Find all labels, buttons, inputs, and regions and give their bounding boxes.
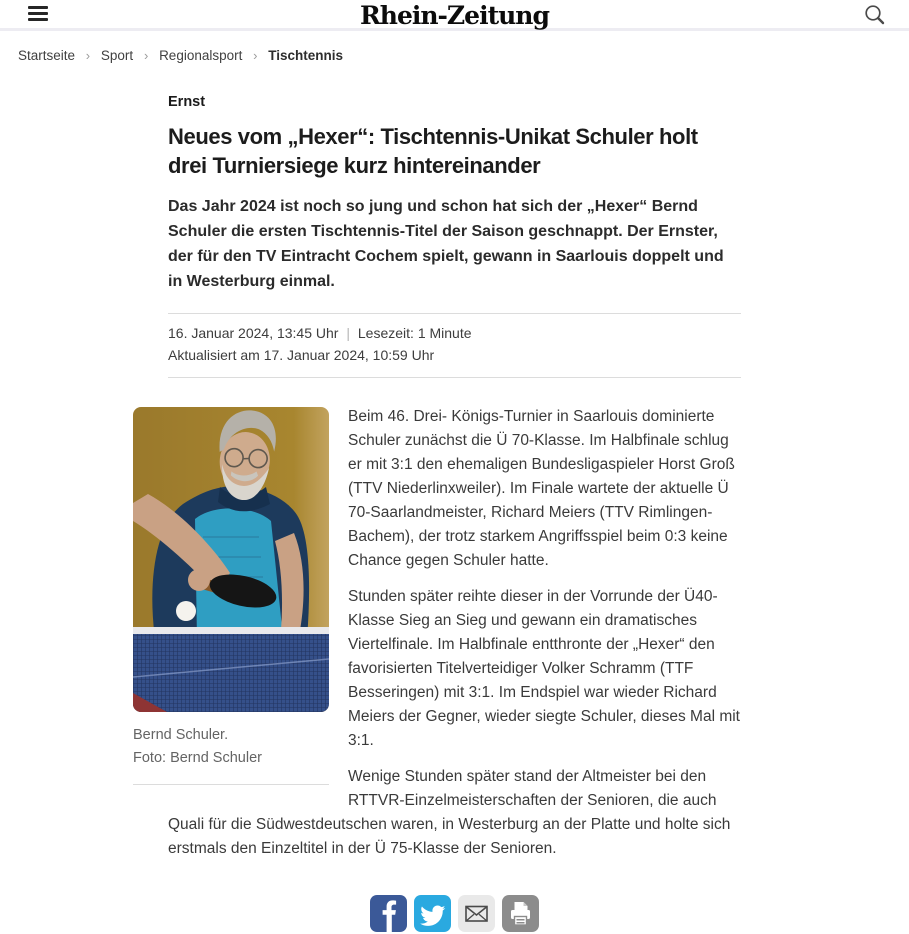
share-print-button[interactable] <box>502 895 539 932</box>
article-content <box>133 94 741 932</box>
share-email-button[interactable] <box>458 895 495 932</box>
article-paragraph: Wenige Stunden später stand der Altmeister bei den RTTVR-Einzelmeisterschaften der Senioren, die auch Quali für die Südwestdeutschen waren, in Westerburg an der Platte und holte sich erstmals den Einzeltitel in der Ü 75-Klasse der Senioren. <box>168 768 731 857</box>
breadcrumb-item-tischtennis[interactable]: Tischtennis <box>268 48 344 63</box>
facebook-icon <box>370 895 407 932</box>
caption-text: Bernd Schuler. <box>133 727 229 743</box>
search-icon <box>862 16 887 31</box>
breadcrumb <box>0 31 909 63</box>
breadcrumb-item-regionalsport[interactable]: Regionalsport <box>159 48 243 63</box>
twitter-icon <box>414 895 451 932</box>
article-paragraph: Stunden später reihte dieser in der Vorrunde der Ü40-Klasse Sieg an Sieg und gewann ein dramatisches Viertelfinale. Im Halbfinale entthronte der „Hexer“ den favorisierten Titelverteidiger Volker Schramm (TTF Besseringen) mit 3:1. Im Endspiel war wieder Richard Meiers der Gegner, wieder siegte Schuler, dieses Mal mit 3:1. <box>348 588 740 749</box>
caption-credit: Foto: Bernd Schuler <box>133 750 262 766</box>
publish-date: 16. Januar 2024, 13:45 Uhr <box>168 325 339 341</box>
article-body <box>133 405 741 932</box>
share-twitter-button[interactable] <box>414 895 451 932</box>
chevron-right-icon: › <box>253 48 258 63</box>
print-icon <box>502 895 539 932</box>
search-button[interactable] <box>862 3 887 31</box>
article-headline: Neues vom „Hexer“: Tischtennis-Unikat Schuler holt drei Turniersiege kurz hintereinander <box>168 124 698 178</box>
site-header <box>0 0 909 31</box>
breadcrumb-item-startseite[interactable]: Startseite <box>18 48 76 63</box>
share-row <box>168 873 741 932</box>
chevron-right-icon: › <box>85 48 91 63</box>
article-figure <box>133 407 329 785</box>
reading-time: Lesezeit: 1 Minute <box>357 325 472 341</box>
article-meta <box>168 314 741 377</box>
article-image <box>133 407 329 712</box>
site-logo[interactable]: Rhein-Zeitung <box>360 1 549 30</box>
article-lead: Das Jahr 2024 ist noch so jung und schon hat sich der „Hexer“ Bernd Schuler die ersten Tischtennis-Titel der Saison geschnappt. Der Ernster, der für den TV Eintracht Cochem spielt, gewann in Saarlouis doppelt und in Westerburg einmal. <box>168 198 724 290</box>
article-kicker: Ernst <box>168 94 206 110</box>
email-icon <box>458 895 495 932</box>
share-facebook-button[interactable] <box>370 895 407 932</box>
updated-line: Aktualisiert am 17. Januar 2024, 10:59 Uhr <box>168 346 435 363</box>
divider <box>168 377 741 378</box>
breadcrumb-item-sport[interactable]: Sport <box>100 48 134 63</box>
image-caption <box>133 724 329 770</box>
publish-line <box>168 323 741 345</box>
article-paragraph: Beim 46. Drei- Königs-Turnier in Saarlouis dominierte Schuler zunächst die Ü 70-Klasse. Im Halbfinale schlug er mit 3:1 den ehemaligen Bundesligaspieler Horst Groß (TTV Niederlinxweiler). Im Finale wartete der aktuelle Ü 70-Saarlandmeister, Richard Meiers (TTV Rimlingen-Bachem), der trotz starkem Angriffsspiel beim 0:3 keine Chance gegen Schuler hatte. <box>348 408 735 569</box>
chevron-right-icon: › <box>143 48 149 63</box>
meta-separator: | <box>346 325 350 341</box>
